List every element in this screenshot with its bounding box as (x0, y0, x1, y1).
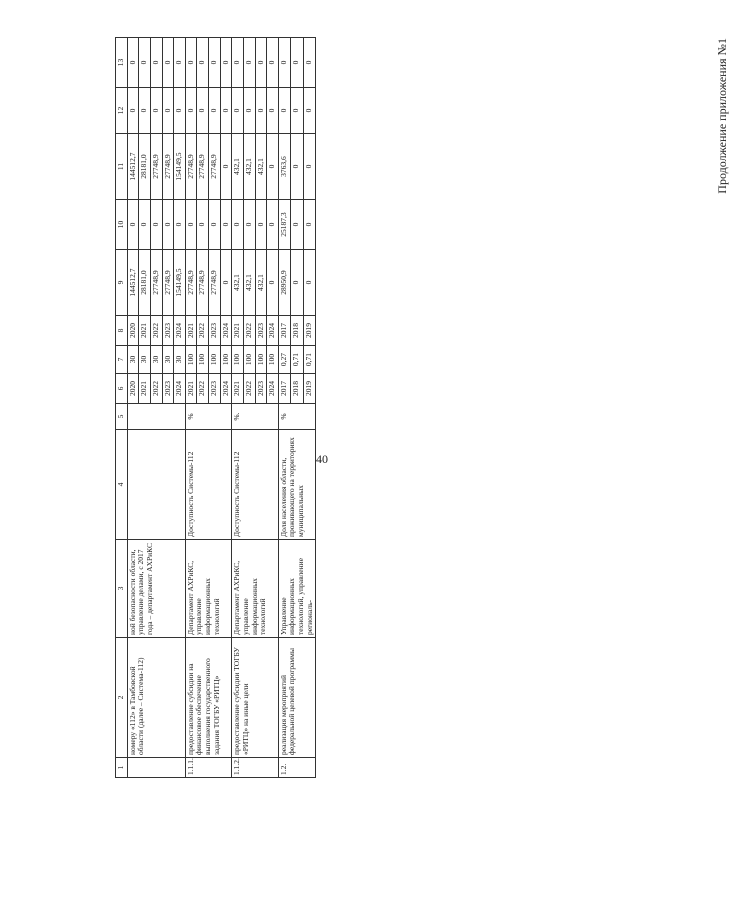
other-sources-cell: 0 (232, 38, 244, 88)
local-budget-cell: 0 (303, 88, 316, 134)
total-cell: 28181,0 (139, 250, 151, 316)
other-sources-cell: 0 (174, 38, 186, 88)
event-name-cell: предоставление субсидии ТОГБУ «РИТЦ» на иные цели (232, 638, 279, 758)
column-number-header: 5 (116, 404, 128, 430)
federal-budget-cell: 0 (139, 200, 151, 250)
regional-budget-cell: 432,1 (243, 134, 255, 200)
indicator-value-cell: 100 (185, 346, 197, 374)
other-sources-cell: 0 (162, 38, 174, 88)
indicator-value-cell: 100 (255, 346, 267, 374)
total-cell: 27748,9 (209, 250, 221, 316)
other-sources-cell: 0 (255, 38, 267, 88)
finance-year-cell: 2024 (174, 316, 186, 346)
total-cell: 432,1 (232, 250, 244, 316)
indicator-name-cell (127, 430, 185, 540)
event-name-cell: реализация мероприятий федеральной целевой программы (278, 638, 316, 758)
total-cell: 432,1 (255, 250, 267, 316)
unit-cell: % (278, 404, 316, 430)
finance-year-cell: 2023 (162, 316, 174, 346)
column-number-header: 1 (116, 758, 128, 778)
total-cell: 0 (303, 250, 316, 316)
indicator-name-cell: Доля населения области, проживающего на территориях муниципальных (278, 430, 316, 540)
local-budget-cell: 0 (243, 88, 255, 134)
federal-budget-cell: 25187,3 (278, 200, 291, 250)
column-number-header: 9 (116, 250, 128, 316)
year-cell: 2021 (185, 374, 197, 404)
page-number: 40 (316, 452, 328, 466)
other-sources-cell: 0 (303, 38, 316, 88)
federal-budget-cell: 0 (174, 200, 186, 250)
year-cell: 2022 (243, 374, 255, 404)
local-budget-cell: 0 (127, 88, 139, 134)
other-sources-cell: 0 (127, 38, 139, 88)
total-cell: 432,1 (243, 250, 255, 316)
federal-budget-cell: 0 (243, 200, 255, 250)
total-cell: 27748,9 (150, 250, 162, 316)
federal-budget-cell: 0 (220, 200, 232, 250)
other-sources-cell: 0 (209, 38, 221, 88)
local-budget-cell: 0 (185, 88, 197, 134)
row-number-cell: 1.2. (278, 758, 316, 778)
column-number-header: 11 (116, 134, 128, 200)
other-sources-cell: 0 (220, 38, 232, 88)
regional-budget-cell: 432,1 (255, 134, 267, 200)
column-number-header: 4 (116, 430, 128, 540)
finance-year-cell: 2022 (243, 316, 255, 346)
column-number-row (116, 38, 128, 778)
indicator-value-cell: 100 (197, 346, 209, 374)
regional-budget-cell: 27748,9 (150, 134, 162, 200)
other-sources-cell: 0 (243, 38, 255, 88)
regional-budget-cell: 27748,9 (185, 134, 197, 200)
executor-cell: Департамент АХРиКС, управление информационных технологий (232, 540, 279, 638)
total-cell: 28950,9 (278, 250, 291, 316)
indicator-value-cell: 100 (209, 346, 221, 374)
local-budget-cell: 0 (255, 88, 267, 134)
federal-budget-cell: 0 (303, 200, 316, 250)
program-table (115, 37, 316, 778)
federal-budget-cell: 0 (255, 200, 267, 250)
total-cell: 0 (291, 250, 304, 316)
year-cell: 2024 (174, 374, 186, 404)
row-number-cell: 1.1.1. (185, 758, 232, 778)
finance-year-cell: 2019 (303, 316, 316, 346)
indicator-value-cell: 30 (174, 346, 186, 374)
indicator-value-cell: 100 (267, 346, 279, 374)
federal-budget-cell: 0 (150, 200, 162, 250)
local-budget-cell: 0 (139, 88, 151, 134)
row-number-cell (127, 758, 185, 778)
indicator-value-cell: 100 (220, 346, 232, 374)
local-budget-cell: 0 (232, 88, 244, 134)
column-number-header: 3 (116, 540, 128, 638)
year-cell: 2023 (209, 374, 221, 404)
regional-budget-cell: 27748,9 (197, 134, 209, 200)
regional-budget-cell: 154149,5 (174, 134, 186, 200)
other-sources-cell: 0 (278, 38, 291, 88)
finance-year-cell: 2021 (139, 316, 151, 346)
indicator-value-cell: 30 (162, 346, 174, 374)
other-sources-cell: 0 (139, 38, 151, 88)
finance-year-cell: 2018 (291, 316, 304, 346)
local-budget-cell: 0 (174, 88, 186, 134)
local-budget-cell: 0 (150, 88, 162, 134)
year-cell: 2020 (127, 374, 139, 404)
federal-budget-cell: 0 (162, 200, 174, 250)
year-cell: 2019 (303, 374, 316, 404)
table-row (127, 38, 139, 778)
regional-budget-cell: 144512,7 (127, 134, 139, 200)
indicator-value-cell: 30 (150, 346, 162, 374)
local-budget-cell: 0 (220, 88, 232, 134)
finance-year-cell: 2022 (197, 316, 209, 346)
appendix-title: Продолжение приложения №1 (715, 38, 729, 194)
federal-budget-cell: 0 (267, 200, 279, 250)
federal-budget-cell: 0 (197, 200, 209, 250)
other-sources-cell: 0 (267, 38, 279, 88)
indicator-value-cell: 100 (232, 346, 244, 374)
year-cell: 2017 (278, 374, 291, 404)
unit-cell: % (185, 404, 232, 430)
local-budget-cell: 0 (291, 88, 304, 134)
regional-budget-cell: 27748,9 (209, 134, 221, 200)
finance-year-cell: 2024 (267, 316, 279, 346)
column-number-header: 13 (116, 38, 128, 88)
unit-cell (127, 404, 185, 430)
other-sources-cell: 0 (197, 38, 209, 88)
total-cell: 0 (267, 250, 279, 316)
event-name-cell: номеру «112» в Тамбовской области (далее – Система-112) (127, 638, 185, 758)
finance-year-cell: 2021 (232, 316, 244, 346)
regional-budget-cell: 432,1 (232, 134, 244, 200)
year-cell: 2022 (197, 374, 209, 404)
column-number-header: 2 (116, 638, 128, 758)
local-budget-cell: 0 (209, 88, 221, 134)
year-cell: 2021 (139, 374, 151, 404)
executor-cell: Управление информационных технологий, управление региональ- (278, 540, 316, 638)
regional-budget-cell: 0 (267, 134, 279, 200)
year-cell: 2024 (267, 374, 279, 404)
finance-year-cell: 2017 (278, 316, 291, 346)
year-cell: 2024 (220, 374, 232, 404)
year-cell: 2023 (255, 374, 267, 404)
table-row (278, 38, 291, 778)
indicator-name-cell: Доступность Системы-112 (232, 430, 279, 540)
other-sources-cell: 0 (185, 38, 197, 88)
indicator-value-cell: 30 (139, 346, 151, 374)
column-number-header: 6 (116, 374, 128, 404)
indicator-value-cell: 30 (127, 346, 139, 374)
year-cell: 2018 (291, 374, 304, 404)
other-sources-cell: 0 (150, 38, 162, 88)
column-number-header: 12 (116, 88, 128, 134)
unit-cell: %. (232, 404, 279, 430)
total-cell: 154149,5 (174, 250, 186, 316)
event-name-cell: предоставление субсидии на финансовое обеспечение выполнения государственного задания ТОГБУ «РИТЦ» (185, 638, 232, 758)
local-budget-cell: 0 (162, 88, 174, 134)
indicator-name-cell: Доступность Системы-112 (185, 430, 232, 540)
local-budget-cell: 0 (197, 88, 209, 134)
total-cell: 27748,9 (162, 250, 174, 316)
indicator-value-cell: 0,27 (278, 346, 291, 374)
federal-budget-cell: 0 (185, 200, 197, 250)
other-sources-cell: 0 (291, 38, 304, 88)
row-number-cell: 1.1.2. (232, 758, 279, 778)
finance-year-cell: 2021 (185, 316, 197, 346)
total-cell: 27748,9 (185, 250, 197, 316)
local-budget-cell: 0 (267, 88, 279, 134)
executor-cell: Департамент АХРиКС, управление информационных технологий (185, 540, 232, 638)
total-cell: 144512,7 (127, 250, 139, 316)
table-row (185, 38, 197, 778)
federal-budget-cell: 0 (232, 200, 244, 250)
finance-year-cell: 2022 (150, 316, 162, 346)
regional-budget-cell: 0 (220, 134, 232, 200)
executor-cell: ной безопасности области, управление делами, с 2017 года – департамент АХРиКС (127, 540, 185, 638)
indicator-value-cell: 0,71 (291, 346, 304, 374)
total-cell: 0 (220, 250, 232, 316)
regional-budget-cell: 0 (291, 134, 304, 200)
finance-year-cell: 2024 (220, 316, 232, 346)
regional-budget-cell: 0 (303, 134, 316, 200)
federal-budget-cell: 0 (127, 200, 139, 250)
year-cell: 2022 (150, 374, 162, 404)
regional-budget-cell: 3763,6 (278, 134, 291, 200)
total-cell: 27748,9 (197, 250, 209, 316)
finance-year-cell: 2023 (209, 316, 221, 346)
rotated-table-container (115, 38, 729, 778)
local-budget-cell: 0 (278, 88, 291, 134)
column-number-header: 8 (116, 316, 128, 346)
regional-budget-cell: 28181,0 (139, 134, 151, 200)
year-cell: 2021 (232, 374, 244, 404)
indicator-value-cell: 0,71 (303, 346, 316, 374)
indicator-value-cell: 100 (243, 346, 255, 374)
year-cell: 2023 (162, 374, 174, 404)
regional-budget-cell: 27748,9 (162, 134, 174, 200)
finance-year-cell: 2020 (127, 316, 139, 346)
federal-budget-cell: 0 (291, 200, 304, 250)
table-row (232, 38, 244, 778)
column-number-header: 10 (116, 200, 128, 250)
column-number-header: 7 (116, 346, 128, 374)
finance-year-cell: 2023 (255, 316, 267, 346)
federal-budget-cell: 0 (209, 200, 221, 250)
